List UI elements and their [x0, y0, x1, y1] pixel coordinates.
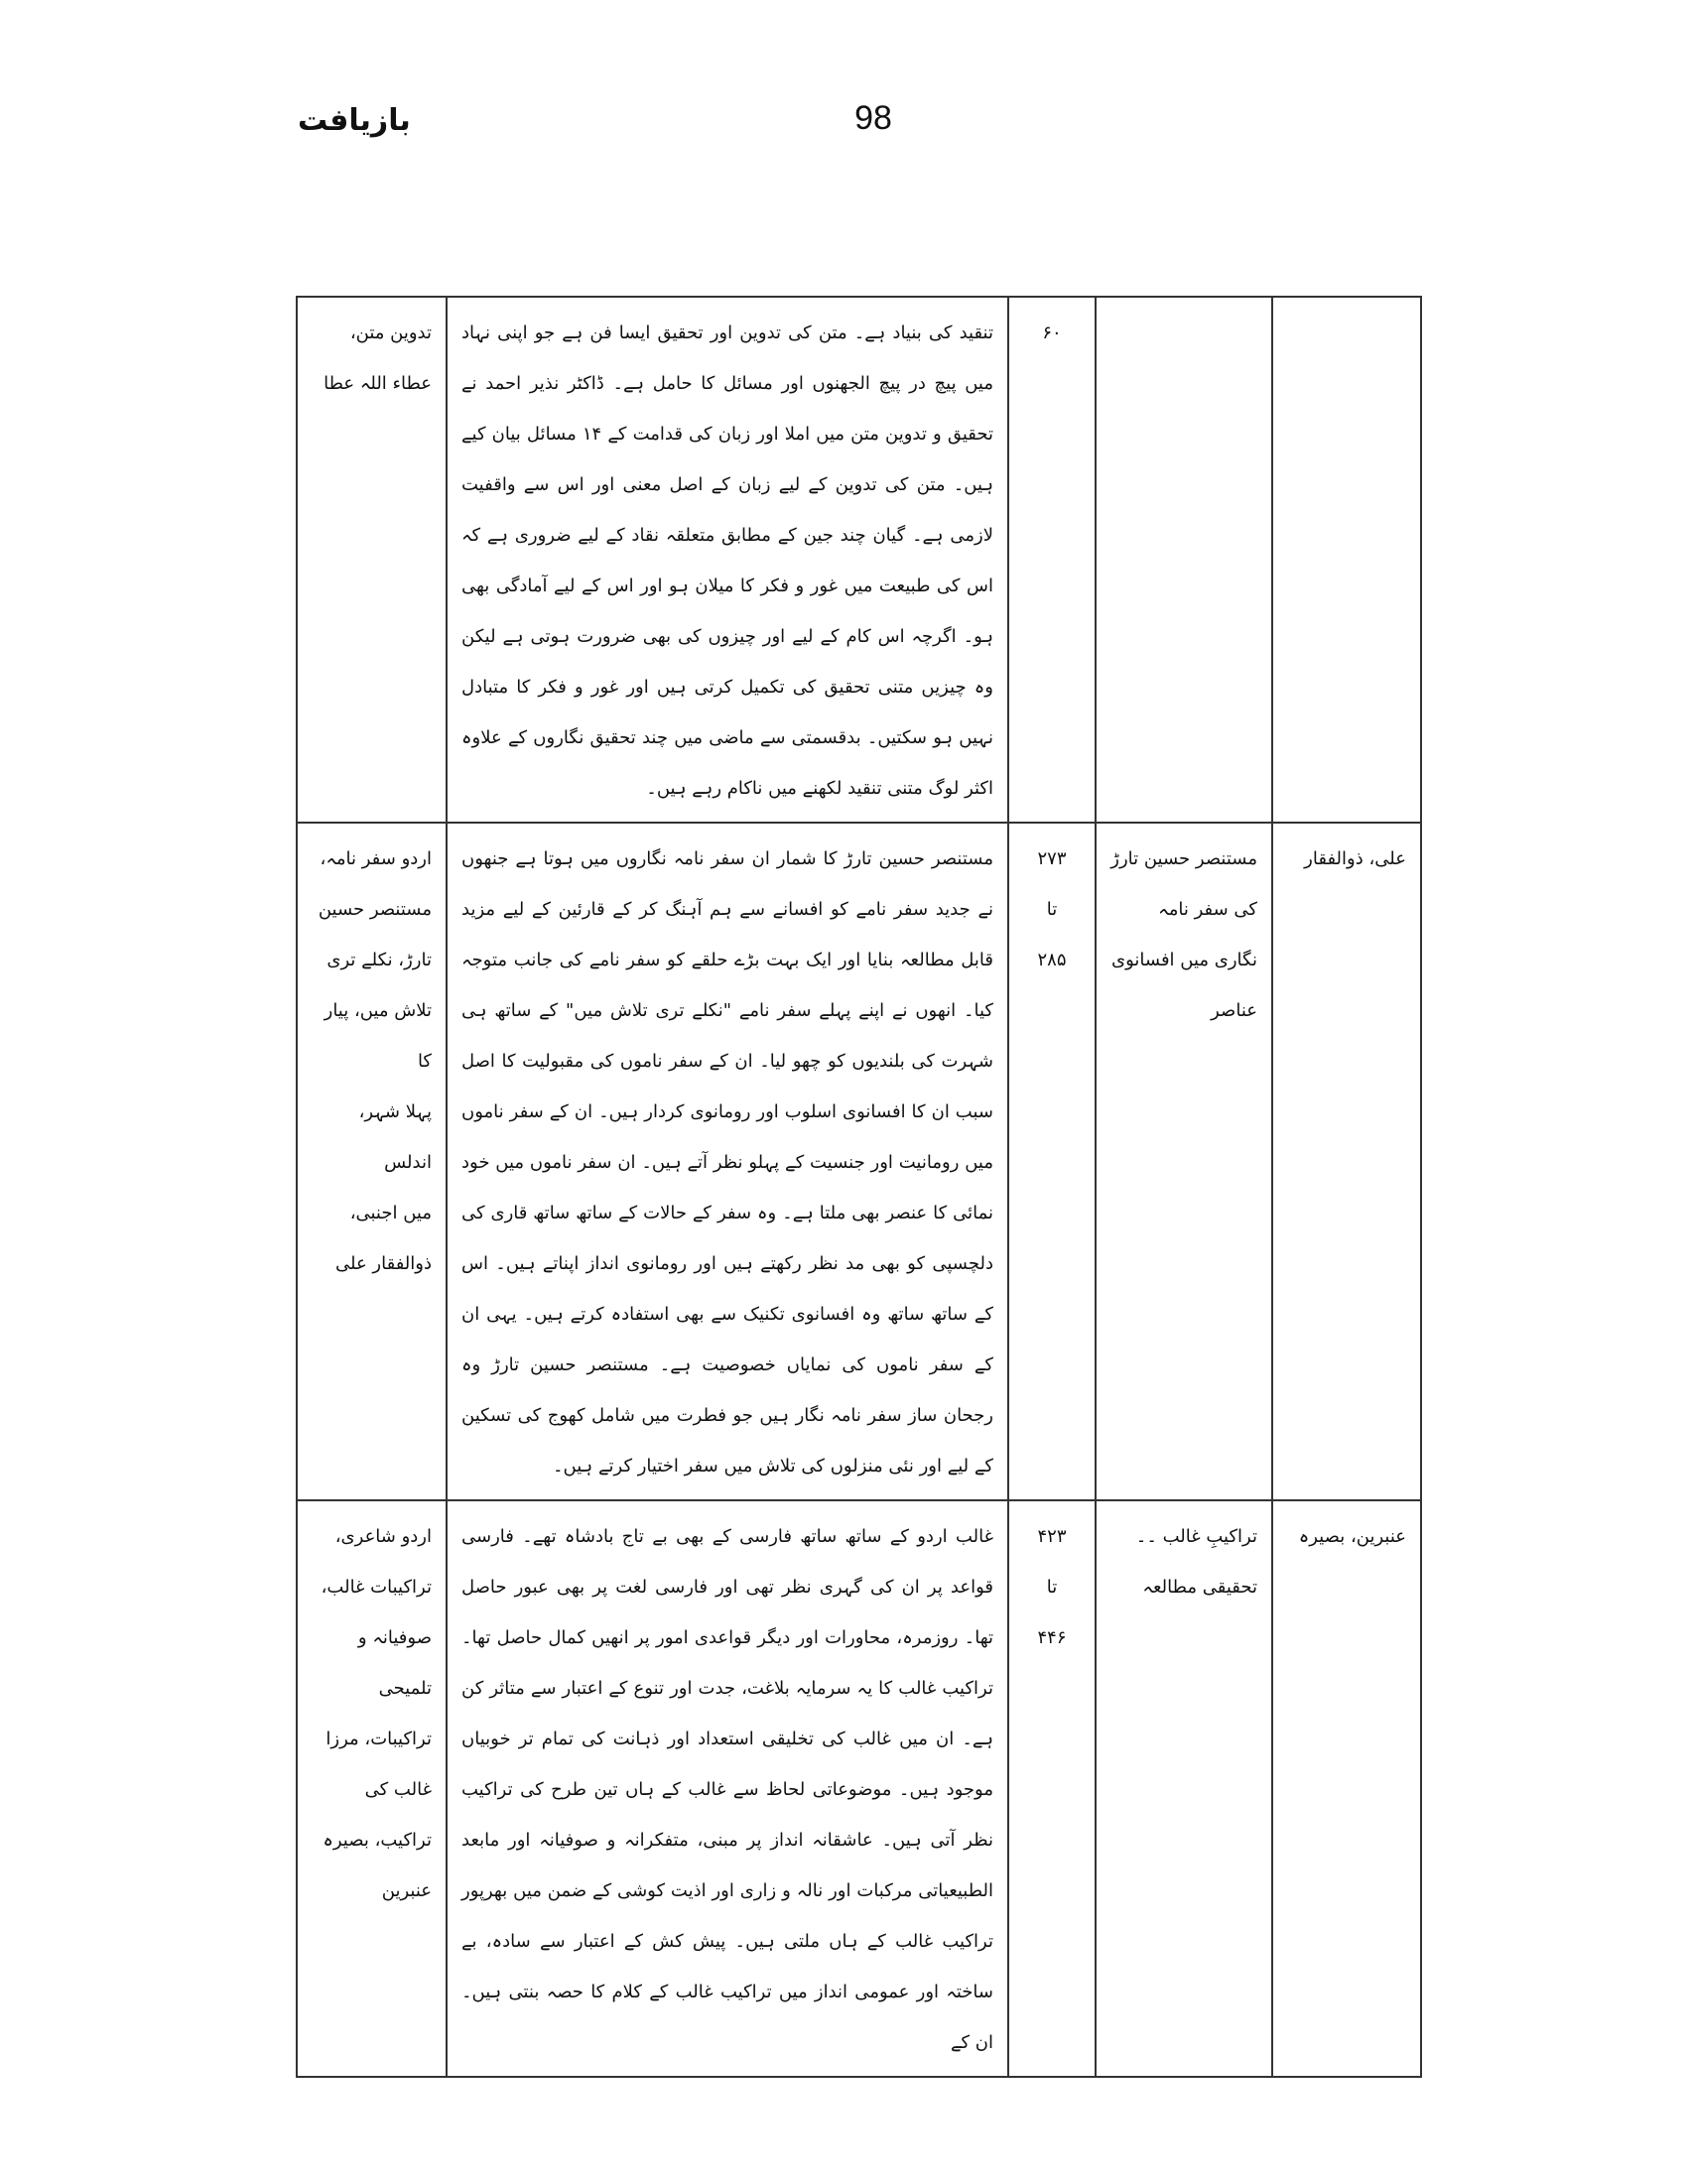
pages-end: ۴۴۶ — [1037, 1627, 1067, 1648]
page-number: 98 — [854, 99, 892, 137]
pages-start: ۶۰ — [1042, 322, 1062, 343]
pages-cell — [1008, 823, 1096, 1500]
title-cell: تراکیبِ غالب ۔۔ تحقیقی مطالعہ — [1096, 1500, 1272, 2077]
keyword-line: پہلا شہر، اندلس — [358, 1101, 432, 1173]
author-cell: علی، ذوالفقار — [1272, 823, 1421, 1500]
pages-separator: تا — [1046, 1577, 1058, 1598]
pages-start: ۴۲۳ — [1037, 1526, 1067, 1547]
keywords-cell — [297, 1500, 447, 2077]
keyword-line: عطاء اللہ عطا — [324, 373, 432, 394]
keyword-line: صوفیانہ و تلمیحی — [357, 1627, 432, 1699]
title-cell — [1096, 297, 1272, 823]
index-table — [296, 296, 1422, 2078]
keyword-line: میں اجنبی، — [349, 1203, 432, 1223]
keyword-line: تلاش میں، پیار کا — [324, 1000, 432, 1072]
keyword-line: تراکیبات، مرزا — [325, 1729, 432, 1749]
keyword-line: اردو شاعری، — [334, 1526, 432, 1547]
keyword-line: تراکیبات غالب، — [321, 1577, 432, 1598]
keywords-cell — [297, 297, 447, 823]
table-row — [297, 297, 1421, 823]
pages-cell — [1008, 1500, 1096, 2077]
table-row — [297, 1500, 1421, 2077]
abstract-cell: غالب اردو کے ساتھ ساتھ فارسی کے بھی بے تاج بادشاہ تھے۔ فارسی قواعد پر ان کی گہری نظر تھی اور فارسی لغت پر بھی عبور حاصل تھا۔ روزمرہ، محاورات اور دیگر قواعدی امور پر انھیں کمال حاصل تھا۔ تراکیب غالب کا یہ سرمایہ بلاغت، جدت اور تنوع کے اعتبار سے متاثر کن ہے۔ ان میں غالب کی تخلیقی استعداد اور ذہانت کی تمام تر خوبیاں موجود ہیں۔ موضوعاتی لحاظ سے غالب کے ہاں تین طرح کی تراکیب نظر آتی ہیں۔ عاشقانہ انداز پر مبنی، متفکرانہ و صوفیانہ اور مابعد الطبیعیاتی مرکبات اور نالہ و زاری اور اذیت کوشی کے ضمن میں بھرپور تراکیب غالب کے ہاں ملتی ہیں۔ پیش کش کے اعتبار سے سادہ، بے ساختہ اور عمومی انداز میں تراکیب غالب کے کلام کا حصہ بنتی ہیں۔ ان کے — [447, 1500, 1008, 2077]
pages-end: ۲۸۵ — [1037, 950, 1067, 970]
keyword-line: عنبرین — [381, 1880, 432, 1901]
keyword-line: اردو سفر نامہ، — [320, 848, 432, 869]
table-row — [297, 823, 1421, 1500]
pages-start: ۲۷۳ — [1037, 848, 1067, 869]
keyword-line: تارڑ، نکلے تری — [326, 950, 432, 970]
keyword-line: غالب کی — [364, 1779, 432, 1800]
title-cell: مستنصر حسین تارڑ کی سفر نامہ نگاری میں افسانوی عناصر — [1096, 823, 1272, 1500]
journal-title: بازیافت — [298, 103, 411, 138]
abstract-cell: مستنصر حسین تارڑ کا شمار ان سفر نامہ نگاروں میں ہوتا ہے جنھوں نے جدید سفر نامے کو افسانے سے ہم آہنگ کر کے قارئین کے لیے مزید قابل مطالعہ بنایا اور ایک بہت بڑے حلقے کو سفر نامے کی جانب متوجہ کیا۔ انھوں نے اپنے پہلے سفر نامے "نکلے تری تلاش میں" کے ساتھ ہی شہرت کی بلندیوں کو چھو لیا۔ ان کے سفر ناموں کی مقبولیت کا اصل سبب ان کا افسانوی اسلوب اور رومانوی کردار ہیں۔ ان کے سفر ناموں میں رومانیت اور جنسیت کے پہلو نظر آتے ہیں۔ ان سفر ناموں میں خود نمائی کا عنصر بھی ملتا ہے۔ وہ سفر کے حالات کے ساتھ ساتھ قاری کی دلچسپی کو بھی مد نظر رکھتے ہیں اور رومانوی انداز اپناتے ہیں۔ اس کے ساتھ ساتھ وہ افسانوی تکنیک سے بھی استفادہ کرتے ہیں۔ یہی ان کے سفر ناموں کی نمایاں خصوصیت ہے۔ مستنصر حسین تارڑ وہ رجحان ساز سفر نامہ نگار ہیں جو فطرت میں شامل کھوج کی تسکین کے لیے اور نئی منزلوں کی تلاش میں سفر اختیار کرتے ہیں۔ — [447, 823, 1008, 1500]
author-cell: عنبرین، بصیرہ — [1272, 1500, 1421, 2077]
keywords-cell — [297, 823, 447, 1500]
author-cell — [1272, 297, 1421, 823]
keyword-line: تدوین متن، — [349, 322, 432, 343]
keyword-line: تراکیب، بصیرہ — [323, 1830, 432, 1851]
pages-cell — [1008, 297, 1096, 823]
keyword-line: مستنصر حسین — [318, 899, 432, 920]
pages-separator: تا — [1046, 899, 1058, 920]
keyword-line: ذوالفقار علی — [334, 1253, 432, 1274]
abstract-cell: تنقید کی بنیاد ہے۔ متن کی تدوین اور تحقیق ایسا فن ہے جو اپنی نہاد میں پیچ در پیچ الجھنوں اور مسائل کا حامل ہے۔ ڈاکٹر نذیر احمد نے تحقیق و تدوین متن میں املا اور زبان کی قدامت کے ۱۴ مسائل بیان کیے ہیں۔ متن کی تدوین کے لیے زبان کے اصل معنی اور اس سے واقفیت لازمی ہے۔ گیان چند جین کے مطابق متعلقہ نقاد کے لیے ضروری ہے کہ اس کی طبیعت میں غور و فکر کا میلان ہو اور اس کے لیے آمادگی بھی ہو۔ اگرچہ اس کام کے لیے اور چیزوں کی بھی ضرورت ہوتی ہے لیکن وہ چیزیں متنی تحقیق کی تکمیل کرتی ہیں اور غور و فکر کا متبادل نہیں ہو سکتیں۔ بدقسمتی سے ماضی میں چند تحقیق نگاروں کے علاوہ اکثر لوگ متنی تنقید لکھنے میں ناکام رہے ہیں۔ — [447, 297, 1008, 823]
